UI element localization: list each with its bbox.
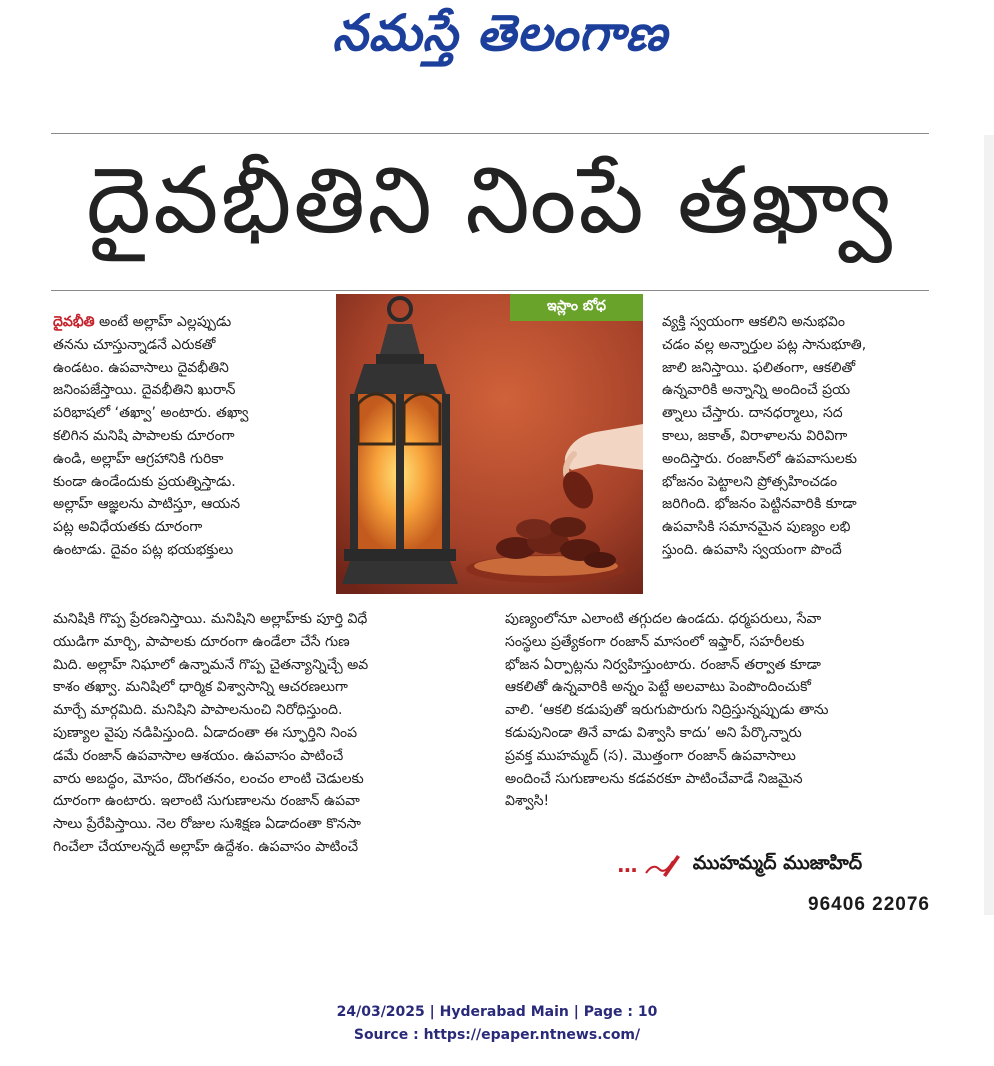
byline-dots: ... <box>617 853 637 877</box>
article-line: సాలు ప్రేరేపిస్తాయి. నెల రోజుల సుశిక్షణ ఏడాదంతా కొనసా <box>53 816 361 833</box>
byline <box>617 848 929 882</box>
article-line: కుండా ఉండేందుకు ప్రయత్నిస్తాడు. <box>53 473 236 490</box>
masthead-logo <box>300 4 700 74</box>
article-line: అందించే సుగుణాలను కడవరకూ పాటించేవాడే నిజమైన <box>505 770 803 787</box>
article-line: సంస్థలు ప్రత్యేకంగా రంజాన్ మాసంలో ఇఫ్తార్, సహరీలకు <box>505 633 805 650</box>
article-line: గించేలా చేయాలన్నదే అల్లాహ్ ఉద్దేశం. ఉపవాసం పాటించే <box>53 838 359 855</box>
article-line: కడుపునిండా తినే వాడు విశ్వాసి కాదు’ అని పేర్కొన్నారు <box>505 724 802 741</box>
section-tag <box>510 294 643 321</box>
article-line: యుడిగా మార్చి, పాపాలకు దూరంగా ఉండేలా చేసే గుణ <box>53 633 350 650</box>
article-line: ఉంటాడు. దైవం పట్ల భయభక్తులు <box>53 541 234 558</box>
article-line: తనను చూస్తున్నాడనే ఎరుకతో <box>53 336 216 353</box>
article-photo <box>336 294 643 594</box>
article-line: కలిగిన మనిషి పాపాలకు దూరంగా <box>53 427 235 444</box>
article-column-4 <box>505 608 930 813</box>
article-line: స్తుంది. ఉపవాసి స్వయంగా పొందే <box>662 541 842 558</box>
article-line: జరిగింది. భోజనం పెట్టినవారికి కూడా <box>662 496 857 513</box>
masthead-title: నమస్తే తెలంగాణ <box>332 3 668 62</box>
article-column-1 <box>53 311 328 562</box>
article-line: కాలు, జకాత్, విరాళాలను విరివిగా <box>662 427 848 444</box>
article-line: త్నాలు చేస్తారు. దానధర్మాలు, సద <box>662 405 843 422</box>
top-divider <box>51 133 929 134</box>
lead-line-rest: అంటే అల్లాహ్ ఎల్లప్పుడు <box>94 314 232 330</box>
article-line: మనిషికి గొప్ప ప్రేరణనిస్తాయి. మనిషిని అల్లాహ్‌కు పూర్తి విధే <box>53 611 368 627</box>
article-line: చడం వల్ల అన్నార్తుల పట్ల సానుభూతి, <box>662 336 867 353</box>
article-line: అందిస్తారు. రంజాన్‌లో ఉపవాసులకు <box>662 450 857 467</box>
article-line: భోజనం పెట్టాలని ప్రోత్సహించడం <box>662 473 838 490</box>
article-line: పుణ్యాల వైపు నడిపిస్తుంది. ఏడాదంతా ఈ స్ఫూర్తిని నింప <box>53 724 358 741</box>
article-line: డమే రంజాన్ ఉపవాసాల ఆశయం. ఉపవాసం పాటించే <box>53 747 344 764</box>
article-line: విశ్వాసి! <box>505 793 550 810</box>
article-line: భోజన ఏర్పాట్లను నిర్వహిస్తుంటారు. రంజాన్ తర్వాత కూడా <box>505 656 821 673</box>
page-edge <box>984 135 994 915</box>
article-line: ప్రవక్త ముహమ్మద్ (స). మొత్తంగా రంజాన్ ఉపవాసాలు <box>505 747 796 764</box>
article-line: వాలి. ‘ఆకలి కడుపుతో ఇరుగుపొరుగు నిద్రిస్తున్నప్పుడు తాను <box>505 702 829 719</box>
article-column-2 <box>53 608 483 859</box>
footer-edition-info: 24/03/2025 | Hyderabad Main | Page : 10 <box>336 1004 658 1020</box>
article-line: జనింపజేస్తాయి. దైవభీతిని ఖురాన్ <box>53 382 236 399</box>
article-line: ఉపవాసికి సమానమైన పుణ్యం లభి <box>662 519 851 536</box>
lead-word: దైవభీతి <box>53 314 95 330</box>
headline-divider <box>51 290 929 291</box>
author-phone: 96406 22076 <box>808 894 930 915</box>
article-line: జాలి జనిస్తాయి. ఫలితంగా, ఆకలితో <box>662 359 856 376</box>
article-line: దూరంగా ఉంటారు. ఇలాంటి సుగుణాలను రంజాన్ ఉపవా <box>53 793 360 810</box>
author-name: ముహమ్మద్ ముజాహిద్ <box>692 851 863 874</box>
article-line: ఉన్నవారికి అన్నాన్ని అందించే ప్రయ <box>662 382 851 399</box>
article-line: పుణ్యంలోనూ ఎలాంటి తగ్గుదల ఉండదు. ధర్మపరులు, సేవా <box>505 611 822 627</box>
article-line: ఆకలితో ఉన్నవారికి అన్నం పెట్టే అలవాటు పెంపొందించుకో <box>505 679 811 696</box>
article-line: కాశం తఖ్వా. మనిషిలో ధార్మిక విశ్వాసాన్ని ఆచరణలుగా <box>53 679 348 696</box>
headline-text: దైవభీతిని నింపే తఖ్వా <box>86 147 894 254</box>
pen-signature-icon <box>643 851 681 879</box>
article-line: మిది. అల్లాహ్ నిఘాలో ఉన్నామనే గొప్ప చైతన్యాన్నిచ్చే అవ <box>53 656 369 673</box>
headline <box>51 142 929 282</box>
section-tag-label: ఇస్లాం బోధ <box>546 298 607 314</box>
photo-illustration <box>336 294 643 594</box>
footer-source: Source : https://epaper.ntnews.com/ <box>353 1027 641 1043</box>
article-line: పరిభాషలో ‘తఖ్వా’ అంటారు. తఖ్వా <box>53 405 249 422</box>
article-line: పట్ల అవిధేయతకు దూరంగా <box>53 519 203 536</box>
article-line: ఉండి, అల్లాహ్ ఆగ్రహానికి గురికా <box>53 450 224 467</box>
article-line: మార్చే మార్గమిది. మనిషిని పాపాలనుంచి నిరోధిస్తుంది. <box>53 702 343 719</box>
article-column-3 <box>662 311 927 562</box>
article-line: ఉండటం. ఉపవాసాలు దైవభీతిని <box>53 359 229 376</box>
article-line: అల్లాహ్ ఆజ్ఞలను పాటిస్తూ, ఆయన <box>53 496 241 513</box>
article-line: వారు అబద్ధం, మోసం, దొంగతనం, లంచం లాంటి చెడులకు <box>53 770 364 787</box>
article-line: వ్యక్తి స్వయంగా ఆకలిని అనుభవిం <box>662 314 845 330</box>
article-line <box>53 311 328 334</box>
